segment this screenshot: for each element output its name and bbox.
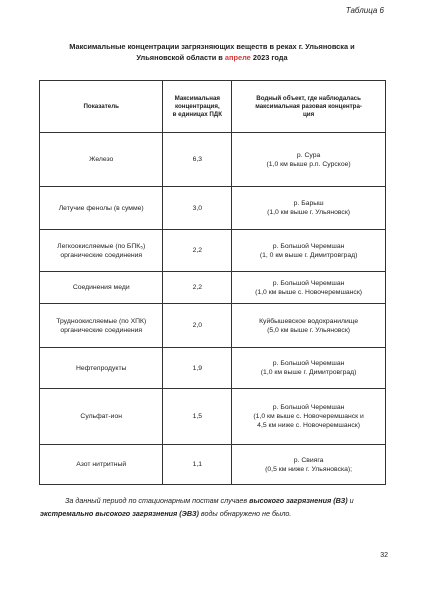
title-highlight-month: апреле [224,53,251,62]
cell-water-body [232,272,386,304]
table-row [40,133,386,187]
table-label: Таблица 6 [345,6,384,15]
cell-value: 6,3 [163,133,232,187]
cell-indicator [40,348,163,389]
cell-text: (1,0 км выше г. Ульяновск) [267,209,351,216]
cell-text: Куйбышевское водохранилище [259,317,359,325]
cell-text: (1,0 км выше г. Димитровград) [260,369,357,376]
note-text: За данный период по стационарным постам случаев [65,496,250,505]
cell-indicator [40,272,163,304]
cell-text: 4,5 км ниже с. Новочеремшанск) [257,422,361,429]
header-text: максимальная разовая концентра- [255,102,362,110]
cell-text: (5,0 км выше г. Ульяновск) [267,326,351,334]
note-text: воды обнаружено не было. [198,509,292,518]
cell-value: 1,5 [163,389,232,445]
table-row [40,445,386,485]
cell-indicator [40,187,163,230]
cell-text: (1,0 км выше с. Новочеремшанск и [253,413,364,420]
title-text: 2023 года [250,53,288,62]
header-text: в единицах ПДК [172,110,222,118]
cell-text: Азот нитритный [76,461,127,468]
cell-water-body [232,133,386,187]
page-number: 32 [380,552,388,559]
cell-text: р. Большой Черемшан [272,360,345,367]
header-text: Максимальная [174,94,221,102]
title-text: Ульяновской области в [136,53,225,62]
note-bold-evz: экстремально высокого загрязнения (ЭВЗ) [40,509,199,518]
cell-indicator [40,445,163,485]
table-row [40,230,386,272]
table-row [40,272,386,304]
cell-text: р. Сура [296,151,321,159]
cell-water-body [232,230,386,272]
table-title [40,41,384,63]
cell-text: р. Большой Черемшан [272,279,345,287]
cell-text: Легкоокисляемые (по БПК₅) [57,242,146,250]
cell-value: 2,2 [163,272,232,304]
cell-text: р. Большой Черемшан [272,242,345,250]
cell-text: (1,0 км выше с. Новочеремшанск) [255,288,363,296]
note-paragraph [40,494,390,520]
title-line-1: Максимальные концентрации загрязняющих веществ в реках г. Ульяновска и [69,42,355,51]
cell-text: органические соединения [60,326,143,334]
cell-text: Железо [89,156,114,163]
table-row [40,348,386,389]
cell-indicator [40,389,163,445]
cell-text: Нефтепродукты [75,364,127,372]
table-row [40,187,386,230]
cell-text: Трудноокисляемые (по ХПК) [56,317,147,325]
table-header-row [40,81,386,133]
cell-text: (0,5 км ниже г. Ульяновска); [265,465,353,473]
title-line-2 [40,52,384,63]
header-water-body [232,81,386,133]
cell-indicator [40,230,163,272]
cell-text: р. Большой Черемшан [272,404,345,411]
header-text: Водный объект, где наблюдалась [256,94,361,102]
cell-text: р. Свияга [293,456,324,464]
cell-text: Сульфат-ион [80,413,123,420]
header-indicator: Показатель [40,81,163,133]
table-row [40,304,386,348]
cell-value: 2,2 [163,230,232,272]
cell-value: 3,0 [163,187,232,230]
cell-water-body [232,389,386,445]
header-text: ция [302,110,315,118]
cell-text: (1, 0 км выше г. Димитровград) [259,251,358,259]
pollutant-table [39,80,386,485]
cell-text: р. Барыш [293,200,324,207]
table-row [40,389,386,445]
cell-water-body [232,304,386,348]
cell-water-body [232,445,386,485]
cell-text: Летучие фенолы (в сумме) [58,204,144,212]
cell-value: 2,0 [163,304,232,348]
header-max-concentration [163,81,232,133]
cell-water-body [232,348,386,389]
note-bold-vz: высокого загрязнения (ВЗ) [249,496,348,505]
cell-water-body [232,187,386,230]
cell-text: органические соединения [60,251,143,259]
cell-value: 1,9 [163,348,232,389]
cell-text: Соединения меди [72,284,130,291]
cell-text: (1,0 км выше р.п. Сурское) [266,160,351,168]
cell-indicator [40,304,163,348]
note-text: и [347,496,354,505]
cell-indicator [40,133,163,187]
cell-value: 1,1 [163,445,232,485]
header-text: концентрация, [174,102,220,110]
